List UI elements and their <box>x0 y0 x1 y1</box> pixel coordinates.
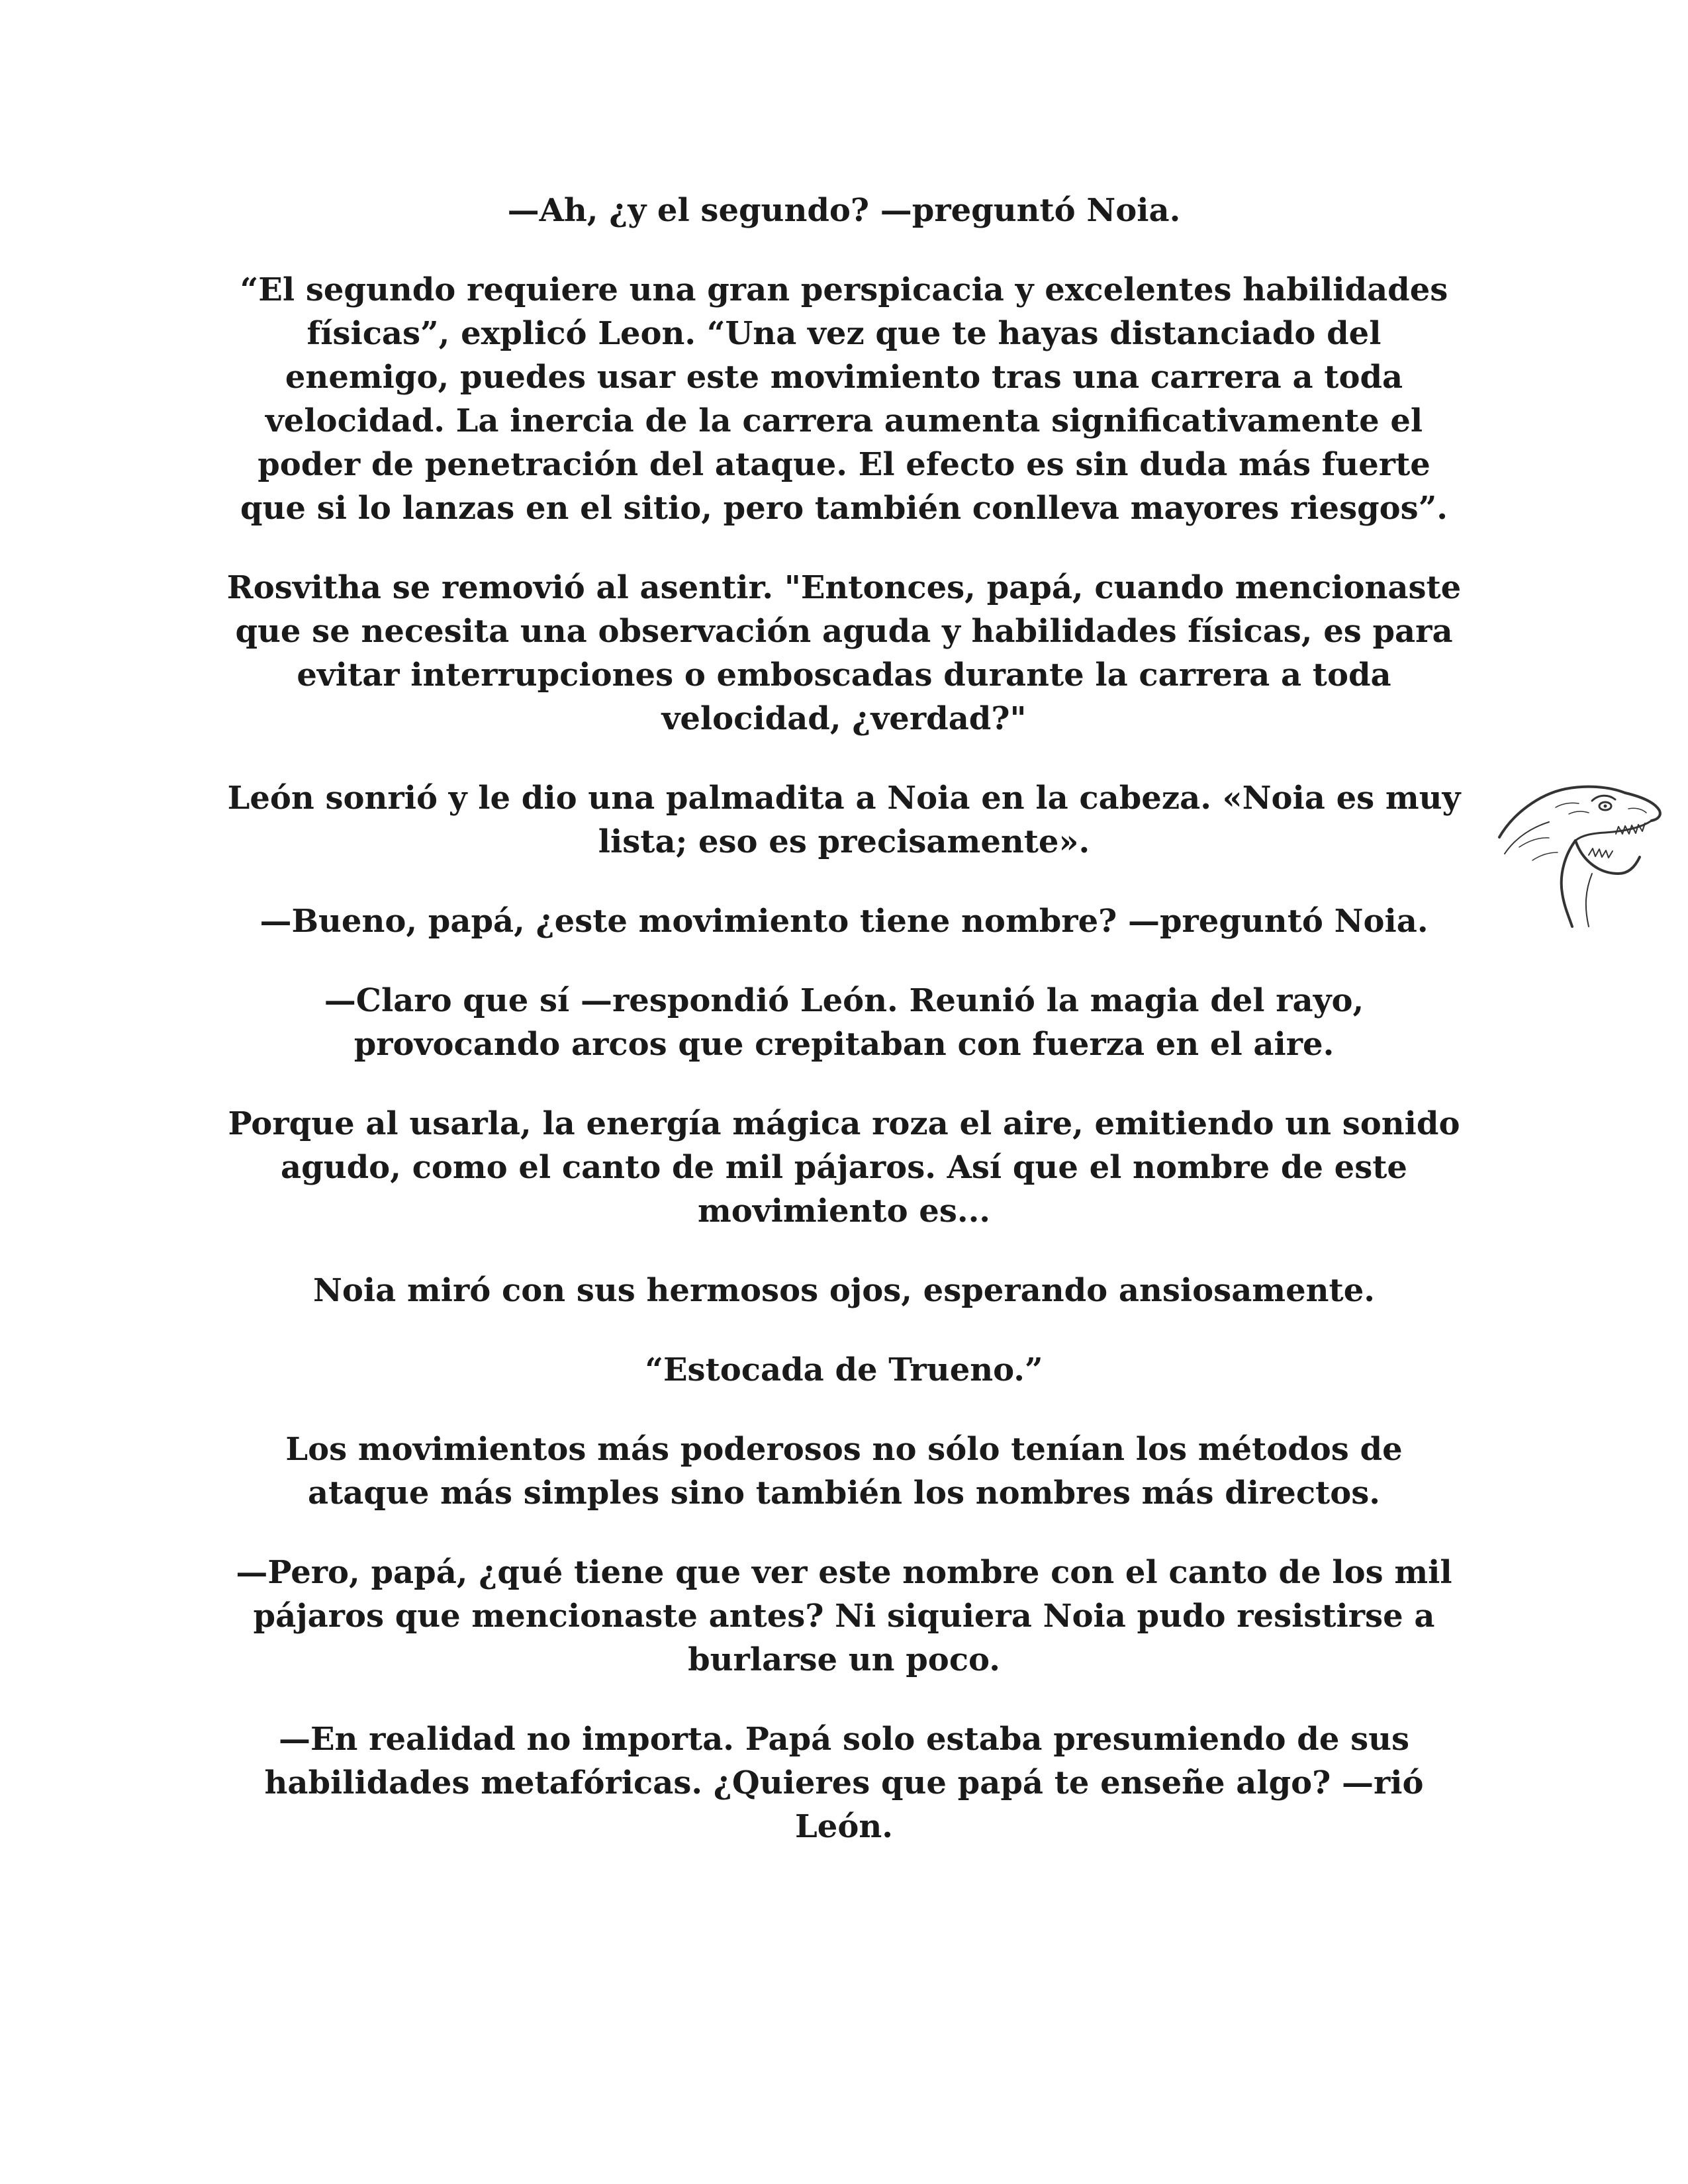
dinosaur-sketch-icon <box>1493 774 1668 930</box>
paragraph-6: —Claro que sí —respondió León. Reunió la magia del rayo, provocando arcos que crepitaban con fuerza en el aire. <box>324 982 1364 1063</box>
paragraph-12: —En realidad no importa. Papá solo estaba presumiendo de sus habilidades metafóricas. ¿Quieres que papá te enseñe algo? —rió León. <box>264 1721 1424 1845</box>
paragraph-10: Los movimientos más poderosos no sólo tenían los métodos de ataque más simples sino también los nombres más directos. <box>285 1431 1403 1512</box>
paragraph-5: —Bueno, papá, ¿este movimiento tiene nombre? —preguntó Noia. <box>259 903 1429 940</box>
paragraph-11: —Pero, papá, ¿qué tiene que ver este nombre con el canto de los mil pájaros que mencionaste antes? Ni siquiera Noia pudo resistirse a burlarse un poco. <box>236 1554 1452 1678</box>
paragraph-7: Porque al usarla, la energía mágica roza el aire, emitiendo un sonido agudo, como el canto de mil pájaros. Así que el nombre de este movimiento es... <box>228 1105 1460 1230</box>
paragraph-9: “Estocada de Trueno.” <box>645 1351 1043 1388</box>
paragraph-3: Rosvitha se removió al asentir. "Entonces, papá, cuando mencionaste que se necesita una observación aguda y habilidades físicas, es para evitar interrupciones o emboscadas durante la carrera a toda velocidad, ¿verdad?" <box>226 569 1462 737</box>
paragraph-1: —Ah, ¿y el segundo? —preguntó Noia. <box>507 192 1181 229</box>
paragraph-4: León sonrió y le dio una palmadita a Noia en la cabeza. «Noia es muy lista; eso es precisamente». <box>227 780 1461 860</box>
document-body <box>225 189 1463 1884</box>
paragraph-2: “El segundo requiere una gran perspicacia y excelentes habilidades físicas”, explicó Leon. “Una vez que te hayas distanciado del enemigo, puedes usar este movimiento tras una carrera a toda velocidad. La inercia de la carrera aumenta significativamente el poder de penetración del ataque. El efecto es sin duda más fuerte que si lo lanzas en el sitio, pero también conlleva mayores riesgos”. <box>240 271 1448 527</box>
paragraph-8: Noia miró con sus hermosos ojos, esperando ansiosamente. <box>313 1272 1375 1309</box>
